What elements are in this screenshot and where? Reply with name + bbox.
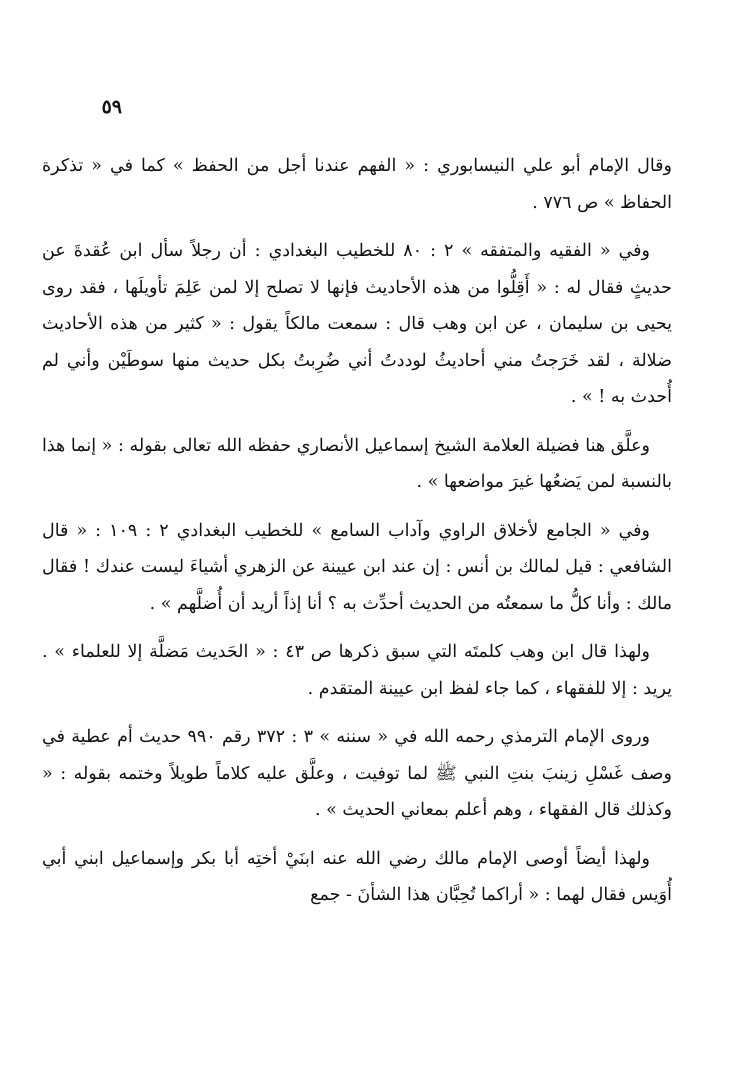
paragraph: وفي « الفقيه والمتفقه » ٢ : ٨٠ للخطيب البغدادي : أن رجلاً سأل ابن عُقدةَ عن حديثٍ فقال له : « أَقِلُّوا من هذه الأحاديث فإنها لا تصلح إلا لمن عَلِمَ تأويلَها ، فقد روى يحيى بن سليمان ، عن ابن وهب قال : سمعت مالكاً يقول : « كثير من هذه الأحاديث ضلالة ، لقد خَرَجتُ مني أحاديثُ لوددتُ أني ضُرِبتُ بكل حديث منها سوطَيْن وأني لم أُحدث به ! » . (42, 241, 672, 407)
body-text (42, 148, 672, 926)
page-number: ٥٩ (101, 96, 122, 118)
paragraph: وروى الإمام الترمذي رحمه الله في « سننه » ٣ : ٣٧٢ رقم ٩٩٠ حديث أم عطية في وصف غَسْلِ زينبَ بنتِ النبي ﷺ لما توفيت ، وعلَّق عليه كلاماً طويلاً وختمه بقوله : « وكذلك قال الفقهاء ، وهم أعلم بمعاني الحديث » . (42, 727, 672, 820)
paragraph: وقال الإمام أبو علي النيسابوري : « الفهم عندنا أجل من الحفظ » كما في « تذكرة الحفاظ » ص ٧٧٦ . (42, 156, 672, 213)
paragraph: ولهذا أيضاً أوصى الإمام مالك رضي الله عنه ابنَيْ أختِه أبا بكر وإسماعيل ابني أبي أُوَيس فقال لهما : « أراكما تُحِبَّان هذا الشأنَ - جمع (42, 848, 672, 905)
paragraph: وفي « الجامع لأخلاق الراوي وآداب السامع » للخطيب البغدادي ٢ : ١٠٩ : « قال الشافعي : قيل لمالك بن أنس : إن عند ابن عيينة عن الزهري أشياءَ ليست عندك ! فقال مالك : وأنا كلُّ ما سمعتُه من الحديث أحدِّث به ؟ أنا إذاً أريد أن أُضلَّهم » . (42, 520, 672, 614)
paragraph: ولهذا قال ابن وهب كلمتَه التي سبق ذكرها ص ٤٣ : « الحَديث مَضلَّة إلا للعلماء » . يريد : إلا للفقهاء ، كما جاء لفظ ابن عيينة المتقدم . (42, 642, 672, 699)
paragraph: وعلَّق هنا فضيلة العلامة الشيخ إسماعيل الأنصاري حفظه الله تعالى بقوله : « إنما هذا بالنسبة لمن يَضعُها غيرَ مواضعها » . (42, 435, 672, 492)
